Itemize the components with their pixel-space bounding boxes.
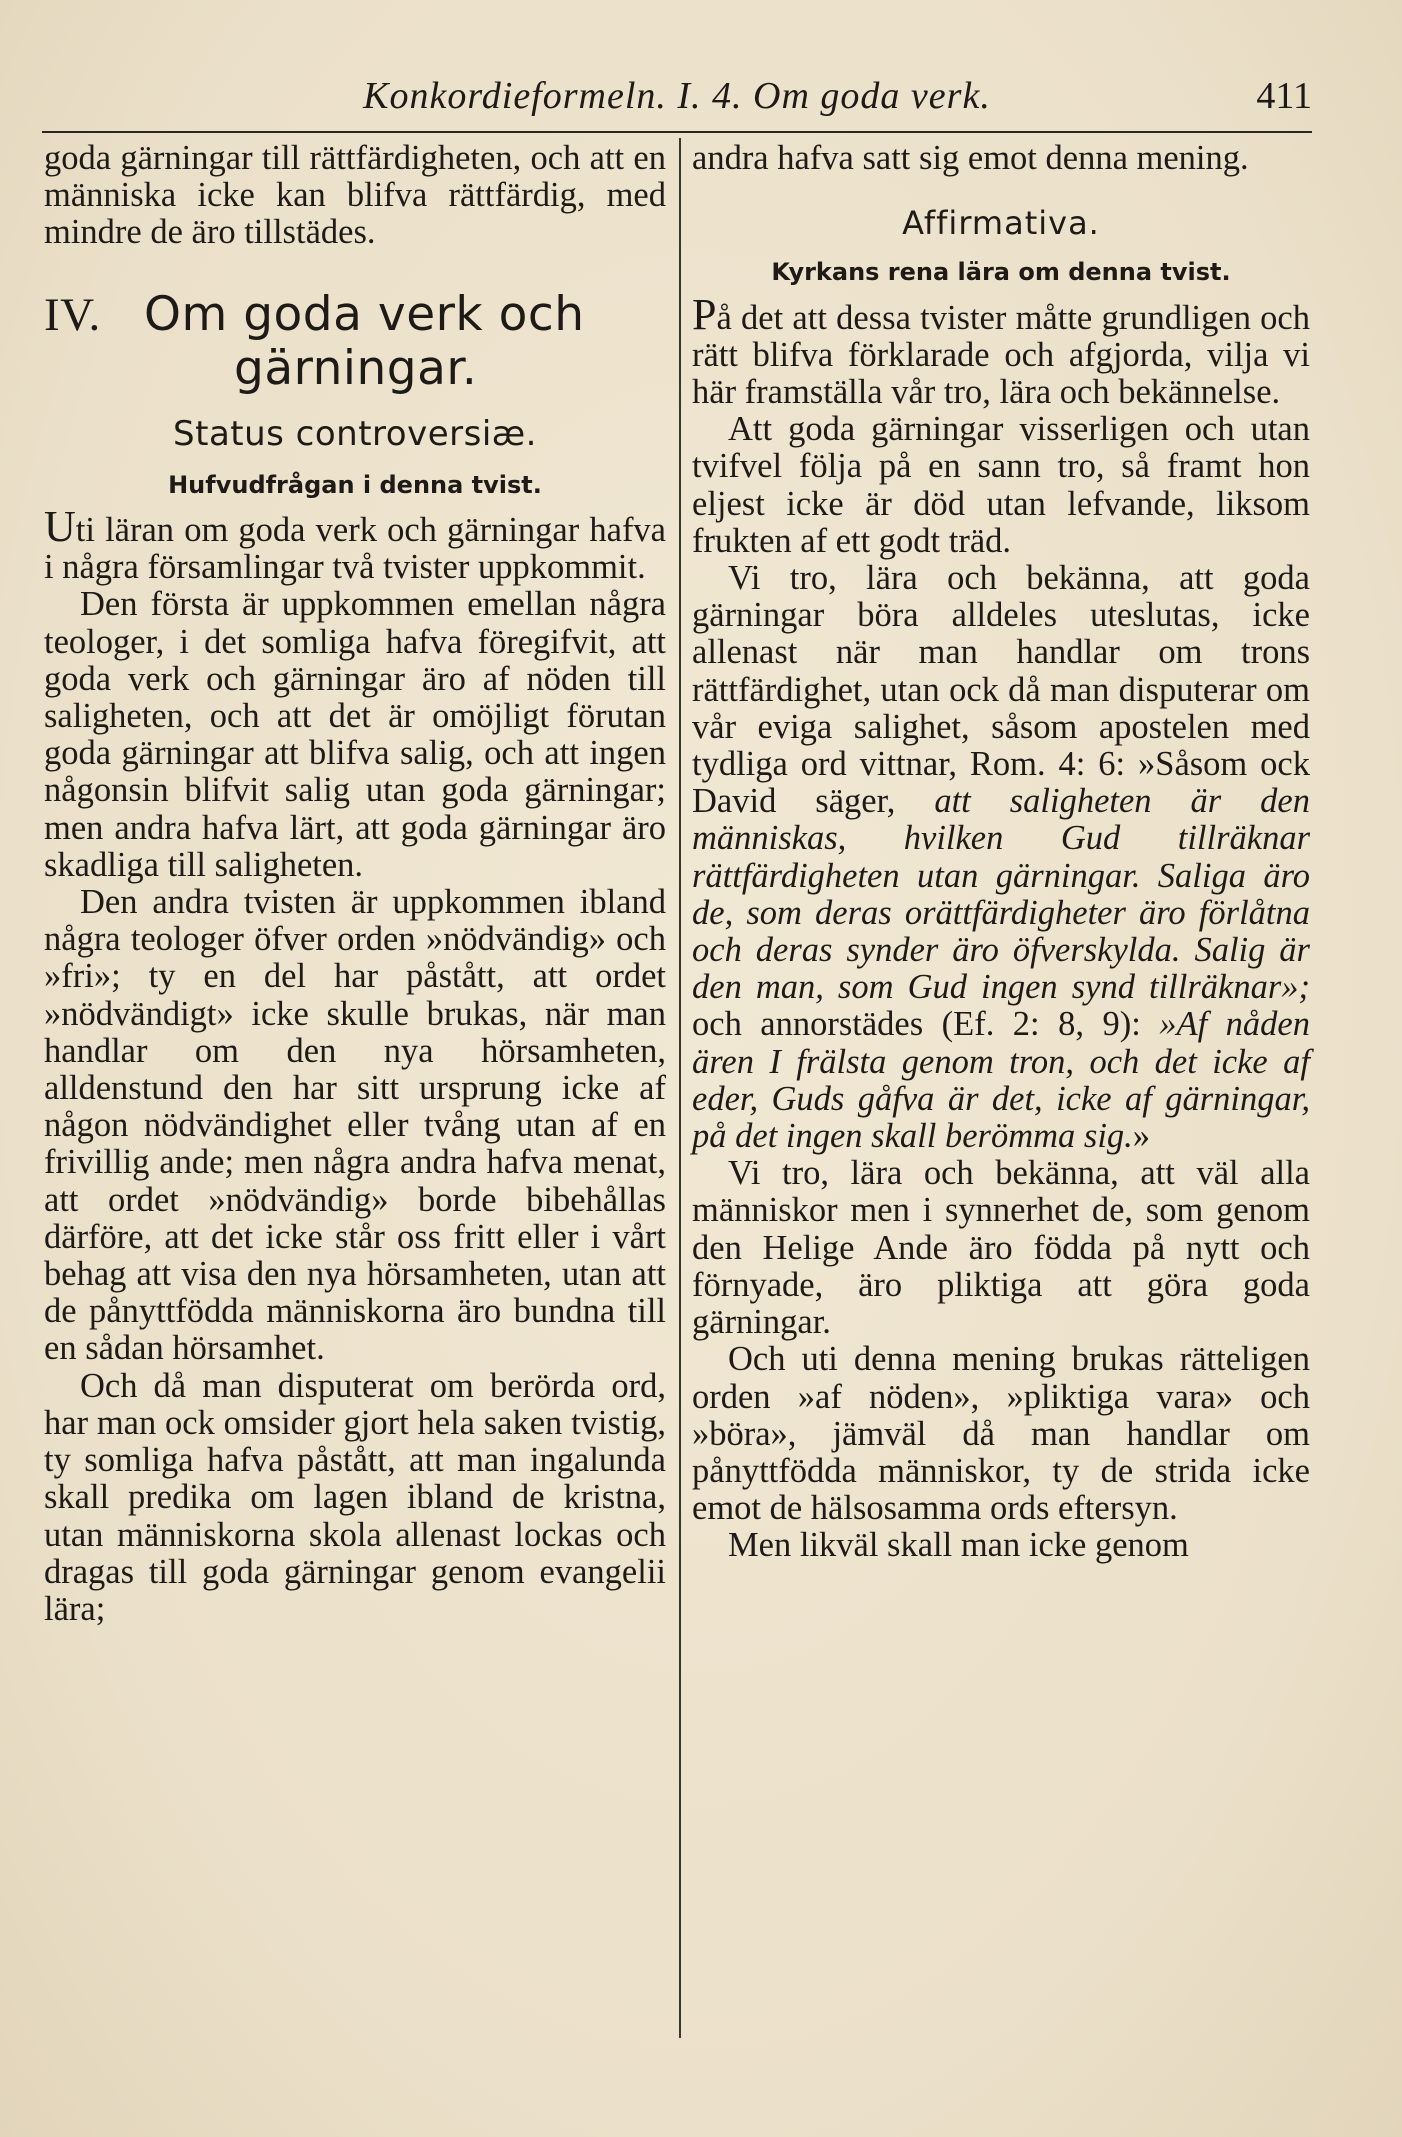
scripture-quote-rom: att saligheten är den människas, hvilken Gud tillräknar rättfärdigheten utan gärningar. Saliga äro de, som deras orättfärdigheter äro förlåtna och deras synder äro öfverskylda. Salig är den man, som Gud ingen synd tillräknar»; — [692, 782, 1310, 1007]
right-paragraph-4: Vi tro, lära och bekänna, att väl alla människor men i synnerhet de, som genom den Helige Ande äro födda på nytt och förnyade, äro pliktiga att göra goda gärningar. — [692, 1154, 1310, 1342]
left-paragraph-1: Uti läran om goda verk och gärningar hafva i några församlingar två tvister uppkommit. — [44, 502, 666, 587]
initial-letter: P — [692, 289, 717, 339]
affirmativa-subheading: Kyrkans rena lära om denna tvist. — [771, 258, 1231, 287]
header-rule — [42, 131, 1312, 133]
status-subheading: Hufvudfrågan i denna tvist. — [168, 470, 542, 499]
left-column — [44, 140, 666, 1628]
left-paragraph-2: Den första är uppkommen emellan några teologer, i det somliga hafva föregifvit, att goda verk och gärningar äro af nöden till saligheten, och att det är omöjligt förutan goda gärningar att blifva salig, och att ingen någonsin blifvit salig utan goda gärningar; men andra hafva lärt, att goda gärningar äro skadliga till saligheten. — [44, 585, 666, 884]
right-paragraph-2: Att goda gärningar visserligen och utan tvifvel följa på en sann tro, så framt hon eljest icke är död utan lefvande, liksom frukten af ett godt träd. — [692, 410, 1310, 560]
left-paragraph-3: Den andra tvisten är uppkommen ibland några teologer öfver orden »nödvändig» och »fri»; ty en del har påstått, att ordet »nödvändigt» icke skulle brukas, när man handlar om den nya hörsamheten, alldenstund den har sitt ursprung icke af någon nödvändighet eller tvång utan af en frivillig ande; men några andra hafva menat, att ordet »nödvändig» borde bibehållas därföre, att det icke står oss fritt eller i vårt behag att visa den nya hörsamheten, utan att de pånyttfödda människorna äro bundna till en sådan hörsamhet. — [44, 883, 666, 1368]
chapter-title-line-1: Om goda verk och — [144, 286, 585, 342]
page-number: 411 — [1256, 75, 1312, 117]
left-paragraph-4: Och då man disputerat om berörda ord, har man ock omsider gjort hela saken tvistig, ty somliga hafva påstått, att man ingalunda skall predika om lagen ibland de kristna, utan människorna skola allenast lockas och dragas till goda gärningar genom evangelii lära; — [44, 1366, 666, 1628]
chapter-heading — [44, 288, 666, 396]
scripture-quote-ef: »Af nåden ären I frälsta genom tron, och det icke af eder, Guds gåfva är det, icke af gärningar, på det ingen skall berömma sig. — [692, 1005, 1310, 1156]
right-paragraph-6: Men likväl skall man icke genom — [728, 1526, 1189, 1565]
column-divider — [679, 138, 681, 2038]
right-paragraph-3: Vi tro, lära och bekänna, att goda gärningar böra alldeles uteslutas, icke allenast när man handlar om trons rättfärdighet, utan ock då man disputerar om vår eviga salighet, såsom apostelen med tydliga ord vittnar, Rom. 4: 6: »Såsom ock David säger, att saligheten är den människas, hvilken Gud tillräknar rättfärdigheten utan gärningar. Saliga äro de, som deras orättfärdigheter äro förlåtna och deras synder äro öfverskylda. Salig är den man, som Gud ingen synd tillräknar»; och annorstädes (Ef. 2: 8, 9): »Af nåden ären I frälsta genom tron, och det icke af eder, Guds gåfva är det, icke af gärningar, på det ingen skall berömma sig.» — [692, 559, 1310, 1156]
right-column — [692, 140, 1310, 1565]
initial-letter: U — [44, 502, 76, 552]
status-heading: Status controversiæ. — [173, 413, 537, 454]
chapter-title-line-2: gärningar. — [234, 340, 478, 396]
left-continuation-paragraph: goda gärningar till rättfärdigheten, och att en människa icke kan blifva rättfärdig, med mindre de äro tillstädes. — [44, 139, 666, 252]
right-paragraph-1: På det att dessa tvister måtte grundligen och rätt blifva förklarade och afgjorda, vilja vi här framställa vår tro, lära och bekännelse. — [692, 289, 1310, 412]
right-paragraph-5: Och uti denna mening brukas rätteligen orden »af nöden», »pliktiga vara» och »böra», jämväl då man handlar om pånyttfödda människor, ty de strida icke emot de hälsosamma ords eftersyn. — [692, 1340, 1310, 1528]
running-head — [42, 74, 1312, 134]
chapter-number: IV. — [44, 288, 101, 341]
affirmativa-heading: Affirmativa. — [902, 204, 1100, 243]
running-head-title: Konkordieformeln. I. 4. Om goda verk. — [363, 75, 991, 117]
right-continuation-paragraph: andra hafva satt sig emot denna mening. — [692, 139, 1249, 177]
